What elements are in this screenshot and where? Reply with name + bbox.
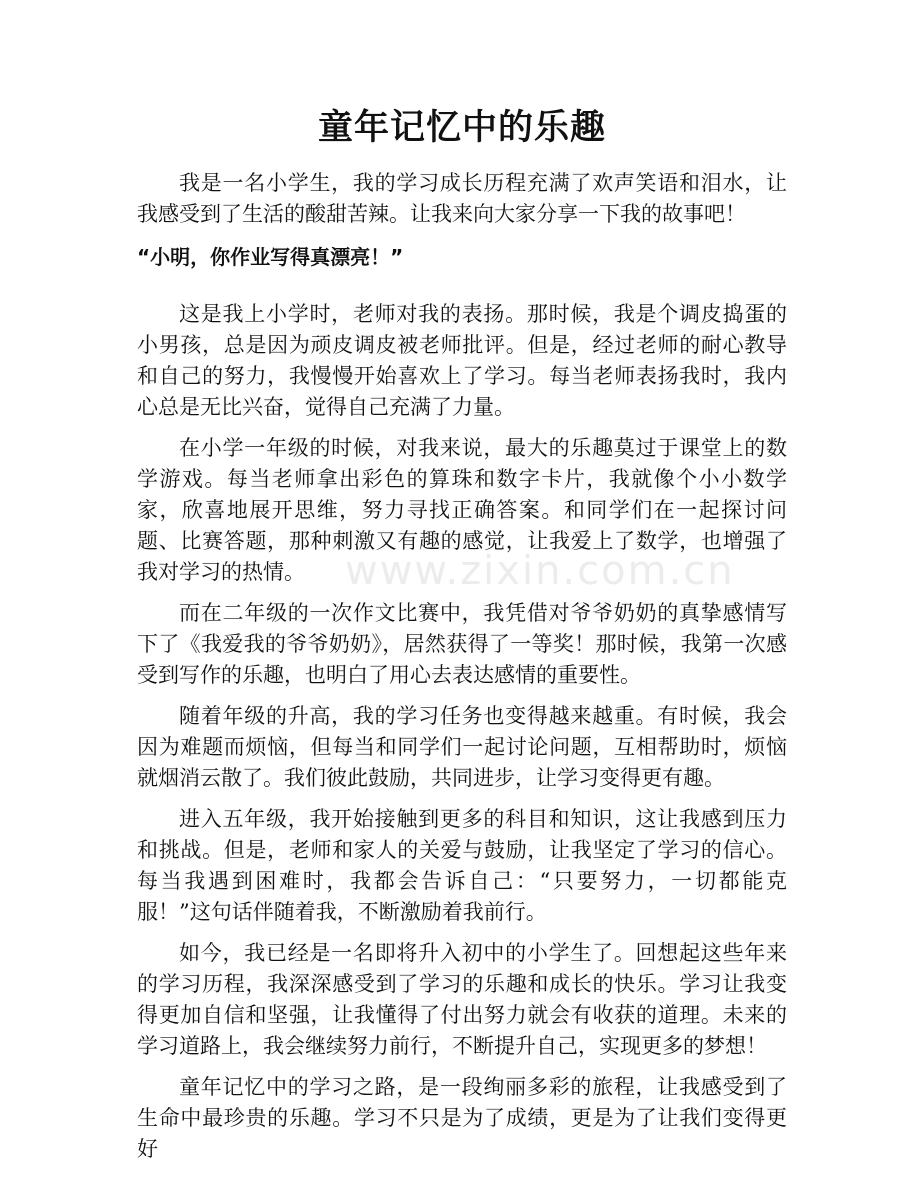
body-paragraph-6: 如今，我已经是一名即将升入初中的小学生了。回想起这些年来的学习历程，我深深感受到了学习的乐趣和成长的快乐。学习让我变得更加自信和坚强，让我懂得了付出努力就会有收获的道理。未来的学习道路上，我会继续努力前行，不断提升自己，实现更多的梦想！ — [137, 941, 787, 1058]
intro-paragraph: 我是一名小学生，我的学习成长历程充满了欢声笑语和泪水，让我感受到了生活的酸甜苦辣。让我来向大家分享一下我的故事吧！ — [137, 171, 787, 226]
quote-subheading: “小明，你作业写得真漂亮！” — [137, 245, 404, 269]
body-paragraph-7: 童年记忆中的学习之路，是一段绚丽多彩的旅程，让我感受到了生命中最珍贵的乐趣。学习不只是为了成绩，更是为了让我们变得更好 — [137, 1075, 787, 1161]
body-paragraph-3: 而在二年级的一次作文比赛中，我凭借对爷爷奶奶的真挚感情写下了《我爱我的爷爷奶奶》，居然获得了一等奖！那时候，我第一次感受到写作的乐趣，也明白了用心去表达感情的重要性。 — [137, 601, 787, 687]
body-paragraph-4: 随着年级的升高，我的学习任务也变得越来越重。有时候，我会因为难题而烦恼，但每当和同学们一起讨论问题，互相帮助时，烦恼就烟消云散了。我们彼此鼓励，共同进步，让学习变得更有趣。 — [137, 704, 787, 790]
watermark: www.zixin.com.cn — [345, 548, 735, 594]
document-page — [137, 100, 787, 1175]
body-paragraph-1: 这是我上小学时，老师对我的表扬。那时候，我是个调皮捣蛋的小男孩，总是因为顽皮调皮被老师批评。但是，经过老师的耐心教导和自己的努力，我慢慢开始喜欢上了学习。每当老师表扬我时，我内心总是无比兴奋，觉得自己充满了力量。 — [137, 302, 787, 419]
document-title: 童年记忆中的乐趣 — [317, 108, 606, 148]
body-paragraph-5: 进入五年级，我开始接触到更多的科目和知识，这让我感到压力和挑战。但是，老师和家人的关爱与鼓励，让我坚定了学习的信心。每当我遇到困难时，我都会告诉自己：“只要努力，一切都能克服！”这句话伴随着我，不断激励着我前行。 — [137, 807, 787, 924]
body-paragraph-2: 在小学一年级的时候，对我来说，最大的乐趣莫过于课堂上的数学游戏。每当老师拿出彩色的算珠和数字卡片，我就像个小小数学家，欣喜地展开思维，努力寻找正确答案。和同学们在一起探讨问题、比赛答题，那种刺激又有趣的感觉，让我爱上了数学，也增强了我对学习的热情。 — [137, 436, 787, 584]
